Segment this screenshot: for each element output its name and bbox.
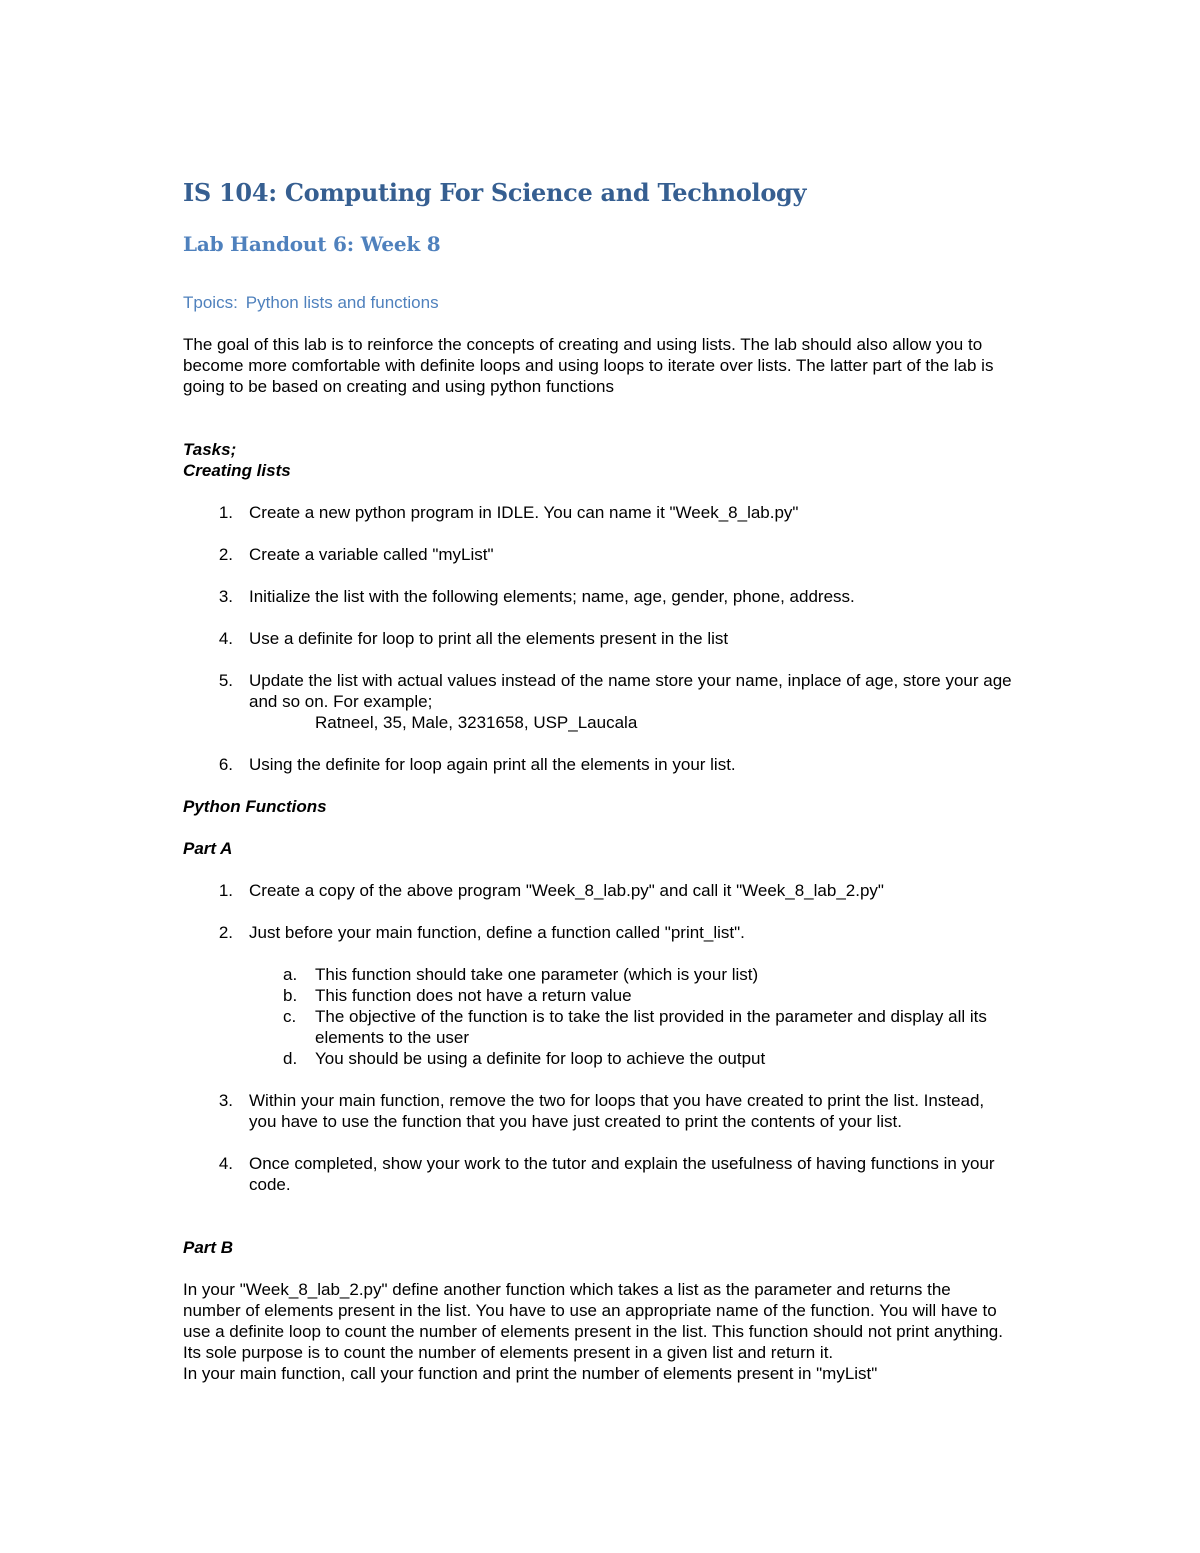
list-item-text: Initialize the list with the following elements; name, age, gender, phone, address. (249, 587, 855, 606)
list-item-number: 3. (218, 587, 233, 606)
list-item (183, 754, 1013, 775)
topics-line (183, 292, 1013, 313)
topics-value: Python lists and functions (245, 293, 439, 312)
sub-list-text: This function should take one parameter (which is your list) (315, 965, 759, 984)
list-item (183, 880, 1013, 901)
document-subtitle: Lab Handout 6: Week 8 (183, 232, 441, 256)
list-item-text: Create a variable called "myList" (249, 545, 494, 564)
sub-list-letter: c. (283, 1007, 297, 1026)
part-a-list (183, 880, 1013, 1195)
list-item-number: 4. (218, 1154, 233, 1173)
list-item-text: Once completed, show your work to the tutor and explain the usefulness of having functions in your code. (249, 1154, 995, 1194)
list-item-number: 3. (218, 1091, 233, 1110)
list-item (183, 586, 1013, 607)
sub-list-text: You should be using a definite for loop to achieve the output (315, 1049, 766, 1068)
document-title: IS 104: Computing For Science and Technology (183, 178, 807, 207)
list-item-text: Just before your main function, define a function called "print_list". (249, 923, 745, 942)
list-item-number: 6. (218, 755, 233, 774)
list-item-number: 2. (218, 923, 233, 942)
sub-list-text: This function does not have a return value (315, 986, 632, 1005)
list-item-number: 4. (218, 629, 233, 648)
list-item-text: Create a new python program in IDLE. You can name it "Week_8_lab.py" (249, 503, 799, 522)
list-item (183, 670, 1013, 733)
list-item-text: Within your main function, remove the two for loops that you have created to print the list. Instead, you have to use the function that you have just created to print the contents of your list. (249, 1091, 985, 1131)
topics-label: Tpoics: (183, 293, 238, 312)
list-item-text: Use a definite for loop to print all the elements present in the list (249, 629, 729, 648)
part-b-heading: Part B (183, 1238, 234, 1257)
list-item (183, 922, 1013, 943)
list-item (183, 544, 1013, 565)
list-item-text: Create a copy of the above program "Week_8_lab.py" and call it "Week_8_lab_2.py" (249, 881, 884, 900)
intro-paragraph: The goal of this lab is to reinforce the concepts of creating and using lists. The lab should also allow you to become more comfortable with definite loops and using loops to iterate over lists. The latter part of the lab is going to be based on creating and using python functions (183, 335, 994, 396)
list-item (183, 1090, 1013, 1132)
sub-list-item (183, 1006, 1013, 1048)
list-item (183, 1153, 1013, 1195)
document-page (183, 176, 1013, 1384)
list-item (183, 502, 1013, 523)
list-item (183, 628, 1013, 649)
sub-list-item (183, 1048, 1013, 1069)
part-b-paragraph: In your main function, call your function and print the number of elements present in "myList" (183, 1364, 878, 1383)
part-b-paragraph: In your "Week_8_lab_2.py" define another function which takes a list as the parameter and returns the number of elements present in the list. You have to use an appropriate name of the function. You will have to use a definite loop to count the number of elements present in the list. This function should not print anything. Its sole purpose is to count the number of elements present in a given list and return it. (183, 1280, 1003, 1362)
list-item-text: Using the definite for loop again print all the elements in your list. (249, 755, 736, 774)
part-a-heading: Part A (183, 839, 233, 858)
list-item-text: Update the list with actual values instead of the name store your name, inplace of age, store your age and so on. For example; (249, 671, 1012, 711)
sub-list (183, 964, 1013, 1069)
sub-list-item (183, 985, 1013, 1006)
sub-list-letter: b. (283, 986, 298, 1005)
creating-lists-heading: Creating lists (183, 461, 291, 480)
sub-list-letter: a. (283, 965, 298, 984)
list-item-number: 2. (218, 545, 233, 564)
tasks-list (183, 502, 1013, 775)
tasks-heading: Tasks; (183, 440, 237, 459)
list-item-number: 5. (218, 671, 233, 690)
list-item-number: 1. (218, 881, 233, 900)
list-item-number: 1. (218, 503, 233, 522)
sub-list-text: The objective of the function is to take the list provided in the parameter and display all its elements to the user (315, 1007, 987, 1047)
example-values: Ratneel, 35, Male, 3231658, USP_Laucala (315, 713, 638, 732)
sub-list-letter: d. (283, 1049, 298, 1068)
sub-list-item (183, 964, 1013, 985)
python-functions-heading: Python Functions (183, 797, 327, 816)
